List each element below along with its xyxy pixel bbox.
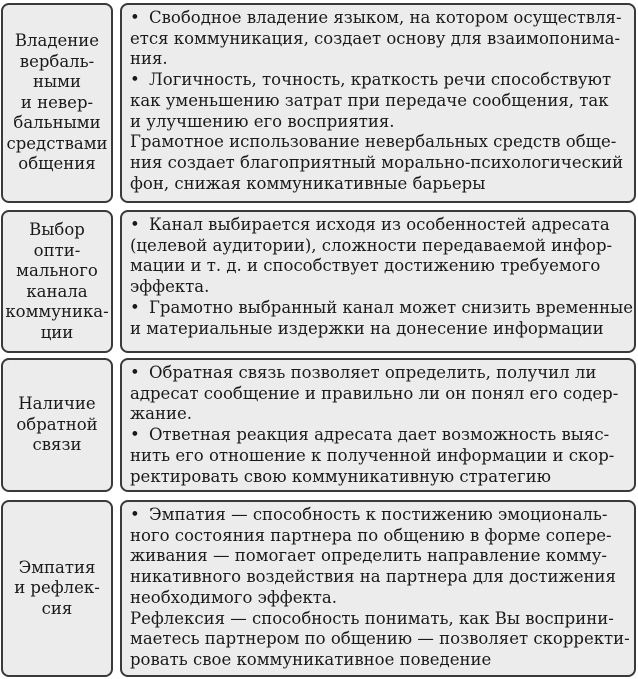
description-line: жание. bbox=[130, 404, 193, 424]
description-line: эффекта. bbox=[130, 277, 210, 297]
factor-title-line: Эмпатия bbox=[18, 557, 96, 577]
description-line: мации и т. д. и способствует достижению требуемого bbox=[130, 256, 601, 276]
description-line: и улучшению его восприятия. bbox=[130, 111, 395, 131]
description-line: • Логичность, точность, краткость речи способствуют bbox=[130, 70, 612, 90]
description-line: ного состояния партнера по общению в форме сопере- bbox=[130, 525, 612, 545]
description-line: Грамотное использование невербальных средств обще- bbox=[130, 132, 617, 152]
description-line: ректировать свою коммуникативную стратегию bbox=[130, 466, 551, 486]
bullet-icon: • bbox=[130, 70, 140, 90]
factor-title-line: мального bbox=[16, 261, 98, 280]
description-line: фон, снижая коммуникативные барьеры bbox=[130, 173, 486, 193]
factor-title-line: общения bbox=[18, 154, 96, 174]
description-line: (целевой аудитории), сложности передаваемой инфор- bbox=[130, 235, 613, 255]
factor-title-line: опти- bbox=[33, 240, 81, 260]
description-line: Рефлексия — способность понимать, как Вы восприни- bbox=[130, 608, 614, 628]
factor-title-line: бальными bbox=[13, 113, 101, 133]
bullet-icon: • bbox=[130, 8, 140, 27]
factor-title-line: сия bbox=[41, 598, 73, 618]
description-line: нить его отношение к полученной информации и скор- bbox=[130, 445, 615, 465]
bullet-icon: • bbox=[130, 505, 140, 524]
description-line: • Ответная реакция адресата дает возможность выяс- bbox=[130, 425, 610, 445]
factor-title-line: канала bbox=[26, 281, 88, 301]
bullet-icon: • bbox=[130, 215, 140, 234]
factor-title-line: и невер- bbox=[20, 92, 94, 112]
description-line: • Канал выбирается исходя из особенностей адресата bbox=[130, 215, 610, 234]
description-line: ровать свое коммуникативное поведение bbox=[130, 649, 492, 669]
factor-title-line: вербаль- bbox=[19, 51, 95, 71]
description-line: и материальные издержки на донесение информации bbox=[130, 318, 604, 338]
table-row bbox=[0, 210, 638, 353]
description-line: ется коммуникация, создает основу для взаимопонима- bbox=[130, 28, 621, 48]
description-line: живания — помогает определить направление комму- bbox=[130, 546, 608, 566]
description-line: никативного воздействия на партнера для достижения bbox=[130, 567, 616, 587]
factor-description bbox=[120, 358, 636, 492]
description-line: как уменьшению затрат при передаче сообщения, так bbox=[130, 90, 609, 110]
factor-title-line: Владение bbox=[14, 31, 100, 51]
description-line: • Обратная связь позволяет определить, получил ли bbox=[130, 363, 597, 382]
description-line: маетесь партнером по общению — позволяет скорректи- bbox=[130, 629, 630, 649]
factor-title bbox=[1, 3, 113, 203]
description-line: адресат сообщение и правильно ли он понял его содер- bbox=[130, 383, 619, 403]
factor-description bbox=[120, 500, 636, 677]
factor-title-line: и рефлек- bbox=[14, 578, 100, 598]
description-line: • Свободное владение языком, на котором осуществля- bbox=[130, 8, 622, 27]
factor-description bbox=[120, 3, 636, 203]
description-line: ния. bbox=[130, 49, 168, 69]
bullet-icon: • bbox=[130, 297, 140, 317]
factor-title-line: Наличие bbox=[18, 394, 96, 414]
factor-title bbox=[1, 500, 113, 677]
description-line: ния создает благоприятный морально-психологический bbox=[130, 152, 624, 172]
bullet-icon: • bbox=[130, 363, 140, 382]
factor-description bbox=[120, 210, 636, 353]
description-line: • Грамотно выбранный канал может снизить временные bbox=[130, 297, 634, 317]
factor-title-line: Выбор bbox=[29, 220, 85, 239]
description-line: необходимого эффекта. bbox=[130, 587, 337, 607]
table-row bbox=[0, 358, 638, 492]
factor-title-line: коммуника- bbox=[5, 302, 109, 321]
description-line: • Эмпатия — способность к постижению эмоциональ- bbox=[130, 505, 608, 524]
factor-title-line: ции bbox=[40, 322, 74, 342]
factor-title bbox=[1, 358, 113, 492]
table-row bbox=[0, 500, 638, 677]
bullet-icon: • bbox=[130, 425, 140, 445]
factor-title-line: связи bbox=[32, 435, 82, 455]
factor-title-line: обратной bbox=[16, 414, 98, 434]
factor-title-line: ными bbox=[33, 72, 81, 92]
factor-title bbox=[1, 210, 113, 353]
table-row bbox=[0, 3, 638, 203]
factor-title-line: средствами bbox=[6, 133, 108, 153]
